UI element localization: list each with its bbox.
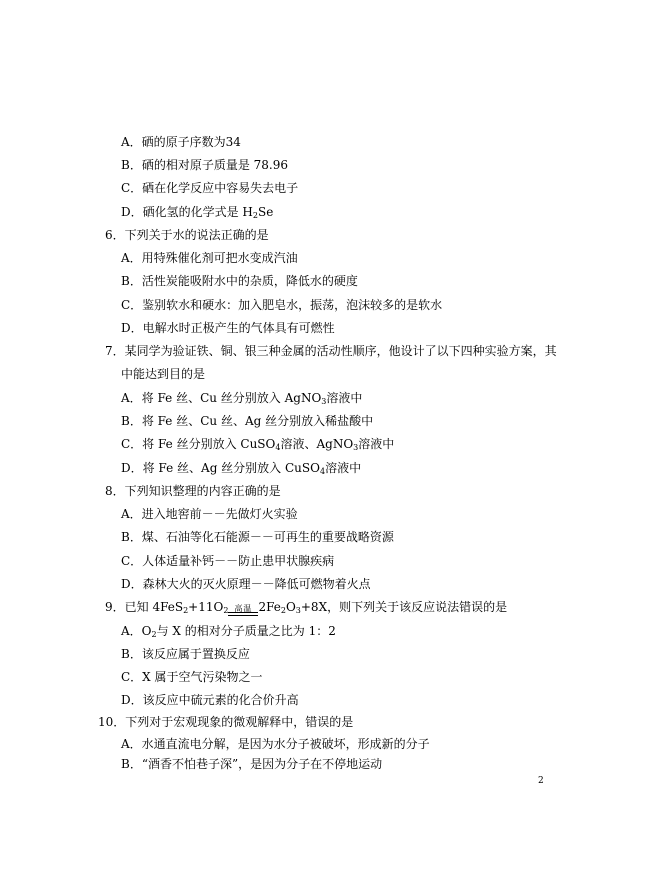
q7-option-c: C．将 Fe 丝分别放入 CuSO$_4$溶液、AgNO$_3$溶液中	[121, 437, 395, 452]
reaction-condition-sign: 高温	[228, 605, 258, 616]
q6-option-d: D．电解水时正极产生的气体具有可燃性	[121, 321, 335, 335]
q8-option-d: D．森林大火的灭火原理－－降低可燃物着火点	[121, 577, 371, 591]
q6-option-c: C．鉴别软水和硬水：加入肥皂水，振荡，泡沫较多的是软水	[121, 298, 443, 312]
q8-stem: 8．下列知识整理的内容正确的是	[105, 484, 281, 498]
q6-stem: 6．下列关于水的说法正确的是	[105, 228, 269, 242]
q6-option-a: A．用特殊催化剂可把水变成汽油	[121, 251, 298, 265]
q5-option-d: D．硒化氢的化学式是 $H_2Se$	[121, 205, 274, 220]
q9-option-a: A．$O_2$与 X 的相对分子质量之比为 1：2	[121, 624, 336, 639]
q10-option-b: B．“酒香不怕巷子深”，是因为分子在不停地运动	[121, 757, 383, 771]
q9-option-b: B．该反应属于置换反应	[121, 647, 250, 661]
q10-option-a: A．水通直流电分解，是因为水分子被破坏，形成新的分子	[121, 737, 430, 751]
q7-stem-line1: 7．某同学为验证铁、铜、银三种金属的活动性顺序，他设计了以下四种实验方案，其	[105, 344, 557, 358]
q9-option-d: D．该反应中硫元素的化合价升高	[121, 693, 299, 707]
q9-option-c: C．X 属于空气污染物之一	[121, 670, 263, 684]
q6-option-b: B．活性炭能吸附水中的杂质，降低水的硬度	[121, 274, 358, 288]
q7-stem-line2: 中能达到目的是	[121, 367, 206, 381]
q5-option-a: A．硒的原子序数为34	[121, 135, 241, 149]
q5-option-b: B．硒的相对原子质量是 78.96	[121, 158, 288, 172]
q8-option-b: B．煤、石油等化石能源－－可再生的重要战略资源	[121, 530, 394, 544]
q9-stem: 9．已知 $4FeS_2+11O_2$ 高温 $2Fe_2O_3+8X$，则下列关于该反应说法错误的是	[105, 600, 508, 615]
q7-option-b: B．将 Fe 丝、Cu 丝、Ag 丝分别放入稀盐酸中	[121, 414, 374, 428]
page-number: 2	[538, 776, 544, 786]
q10-stem: 10．下列对于宏观现象的微观解释中，错误的是	[98, 715, 354, 729]
q8-option-c: C．人体适量补钙－－防止患甲状腺疾病	[121, 554, 335, 568]
q8-option-a: A．进入地窖前－－先做灯火实验	[121, 507, 298, 521]
q7-option-d: D．将 Fe 丝、Ag 丝分别放入 CuSO$_4$溶液中	[121, 461, 362, 476]
q7-option-a: A．将 Fe 丝、Cu 丝分别放入 AgNO$_3$溶液中	[121, 391, 363, 406]
q5-option-c: C．硒在化学反应中容易失去电子	[121, 181, 299, 195]
